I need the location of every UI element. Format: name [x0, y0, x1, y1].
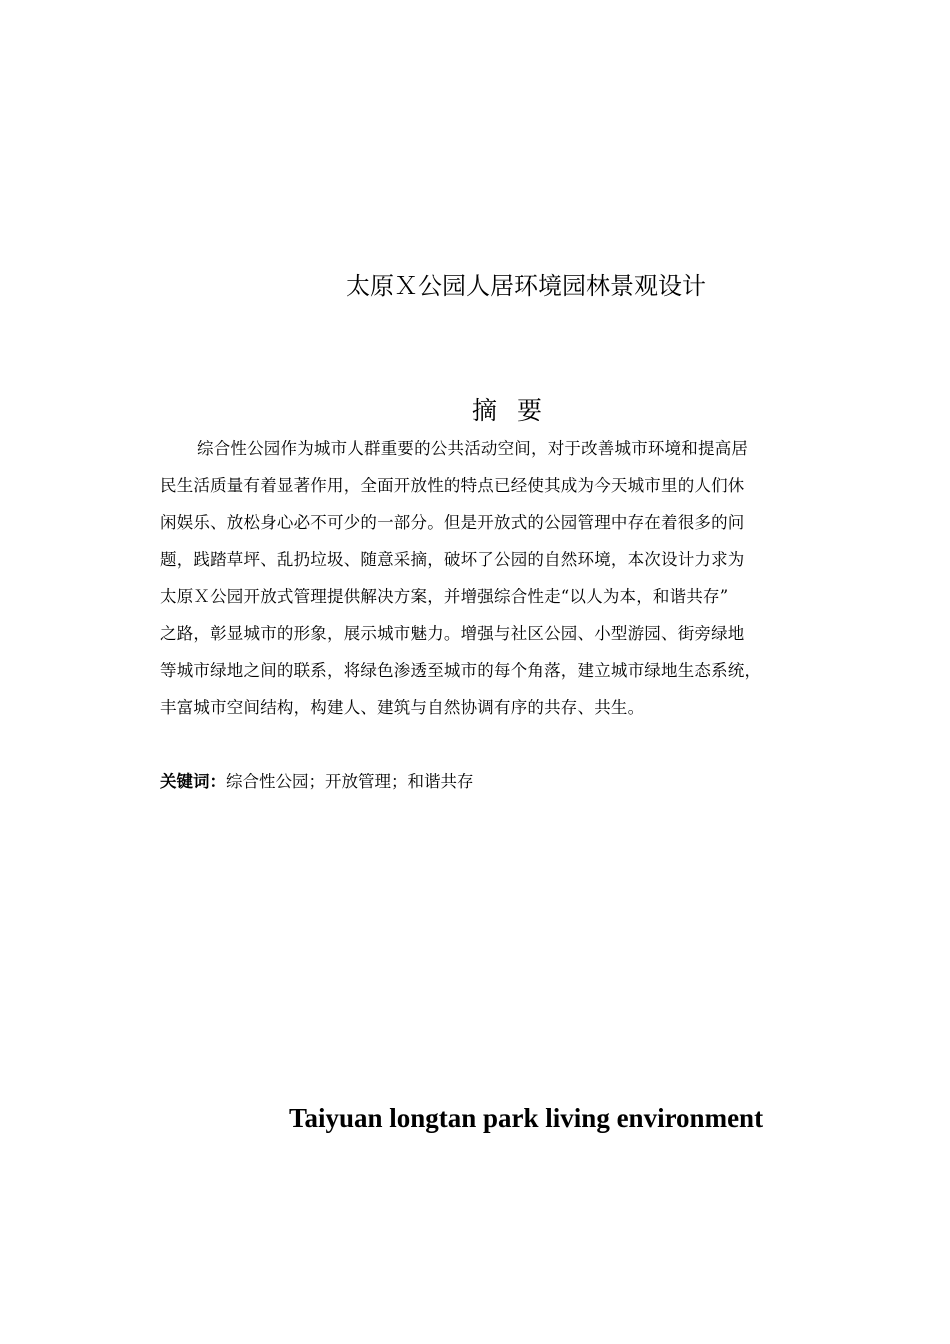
- keywords-text: 综合性公园；开放管理；和谐共存: [226, 772, 474, 791]
- abstract-line: 丰富城市空间结构，构建人、建筑与自然协调有序的共存、共生。: [160, 698, 645, 717]
- keywords-label: 关键词：: [160, 772, 226, 791]
- abstract-line: 题，践踏草坪、乱扔垃圾、随意采摘，破坏了公园的自然环境，本次设计力求为: [160, 550, 745, 569]
- abstract-line: 闲娱乐、放松身心必不可少的一部分。但是开放式的公园管理中存在着很多的问: [160, 513, 745, 532]
- document-title: 太原Ｘ公园人居环境园林景观设计: [346, 272, 706, 300]
- abstract-line: 太原Ｘ公园开放式管理提供解决方案，并增强综合性走“以人为本，和谐共存”: [160, 587, 729, 606]
- abstract-body: [160, 430, 840, 726]
- abstract-line: 之路，彰显城市的形象，展示城市魅力。增强与社区公园、小型游园、街旁绿地: [160, 624, 745, 643]
- abstract-line: 综合性公园作为城市人群重要的公共活动空间，对于改善城市环境和提高居: [197, 439, 749, 458]
- keywords-line: [160, 766, 474, 798]
- abstract-heading: 摘要: [471, 396, 562, 425]
- abstract-line: 民生活质量有着显著作用，全面开放性的特点已经使其成为今天城市里的人们休: [160, 476, 745, 495]
- english-title: Taiyuan longtan park living environment: [288, 1103, 764, 1133]
- abstract-line: 等城市绿地之间的联系，将绿色渗透至城市的每个角落，建立城市绿地生态系统，: [160, 661, 762, 680]
